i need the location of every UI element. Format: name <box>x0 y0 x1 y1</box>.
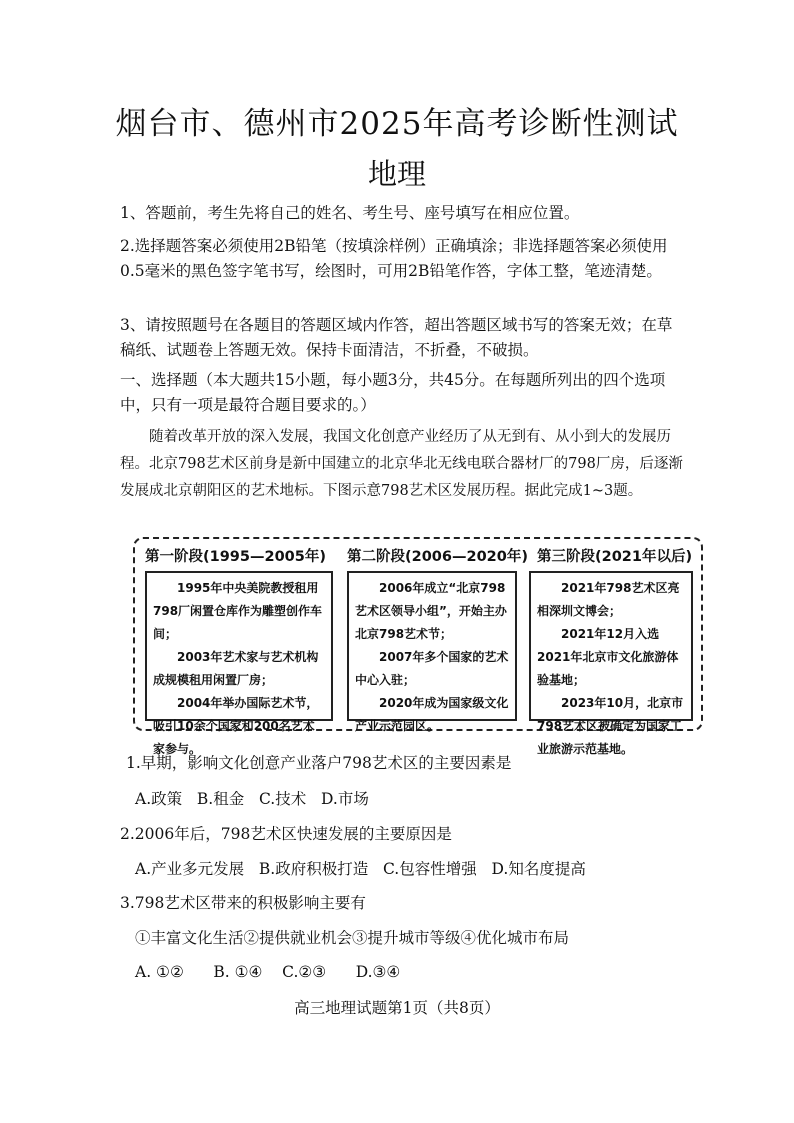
stage-2-item: 2006年成立“北京798艺术区领导小组”，开始主办北京798艺术节； <box>355 581 507 641</box>
stage-2-title: 第二阶段(2006—2020年) <box>347 549 528 565</box>
question-3-stem: 3.798艺术区带来的积极影响主要有 <box>120 894 366 912</box>
timeline-figure <box>133 537 703 756</box>
stage-1-item: 1995年中央美院教授租用798厂闲置仓库作为雕塑创作车间； <box>153 581 323 641</box>
page-title: 烟台市、德州市2025年高考诊断性测试 <box>115 106 679 142</box>
stage-2-box <box>347 571 517 733</box>
page-footer: 高三地理试题第1页（共8页） <box>294 999 500 1017</box>
section-heading: 一、选择题（本大题共15小题，每小题3分，共45分。在每题所列出的四个选项中，只有一项是最符合题目要求的。） <box>120 371 666 414</box>
instruction-2: 2.选择题答案必须使用2B铅笔（按填涂样例）正确填涂；非选择题答案必须使用0.5毫米的黑色签字笔书写，绘图时，可用2B铅笔作答，字体工整，笔迹清楚。 <box>120 237 668 280</box>
stage-3-item: 2021年798艺术区亮相深圳文博会； <box>537 581 680 618</box>
question-3-options: A. ①② B. ①④ C.②③ D.③④ <box>135 963 401 981</box>
stage-3-box <box>529 571 693 756</box>
stage-2-item: 2007年多个国家的艺术中心入驻； <box>355 650 509 687</box>
question-1-options: A.政策 B.租金 C.技术 D.市场 <box>135 790 369 808</box>
stage-1-title: 第一阶段(1995—2005年) <box>145 549 326 565</box>
stage-2-item: 2020年成为国家级文化产业示范园区。 <box>355 696 509 733</box>
stage-1-item: 2003年艺术家与艺术机构成规模租用闲置厂房； <box>153 650 319 687</box>
stage-3-item: 2023年10月，北京市798艺术区被确定为国家工业旅游示范基地。 <box>537 696 684 756</box>
stage-3-item: 2021年12月入选2021年北京市文化旅游体验基地； <box>537 627 679 687</box>
stage-3-title: 第三阶段(2021年以后) <box>537 549 693 565</box>
stage-1-item: 2004年举办国际艺术节，吸引10余个国家和200名艺术家参与。 <box>153 696 319 756</box>
question-2-stem: 2.2006年后，798艺术区快速发展的主要原因是 <box>120 825 452 843</box>
stage-1-box <box>145 571 333 756</box>
subject-title: 地理 <box>367 157 426 191</box>
question-2-options: A.产业多元发展 B.政府积极打造 C.包容性增强 D.知名度提高 <box>135 860 586 878</box>
instruction-3: 3、请按照题号在各题目的答题区域内作答，超出答题区域书写的答案无效；在草稿纸、试题卷上答题无效。保持卡面清洁，不折叠，不破损。 <box>120 316 673 359</box>
instruction-1: 1、答题前，考生先将自己的姓名、考生号、座号填写在相应位置。 <box>120 204 580 222</box>
reading-passage: 随着改革开放的深入发展，我国文化创意产业经历了从无到有、从小到大的发展历程。北京798艺术区前身是新中国建立的北京华北无线电联合器材厂的798厂房，后逐渐发展成北京朝阳区的艺术地标。下图示意798艺术区发展历程。据此完成1~3题。 <box>120 429 683 499</box>
question-1-stem: 1.早期，影响文化创意产业落户798艺术区的主要因素是 <box>126 754 512 772</box>
question-3-statements: ①丰富文化生活②提供就业机会③提升城市等级④优化城市布局 <box>135 929 570 947</box>
